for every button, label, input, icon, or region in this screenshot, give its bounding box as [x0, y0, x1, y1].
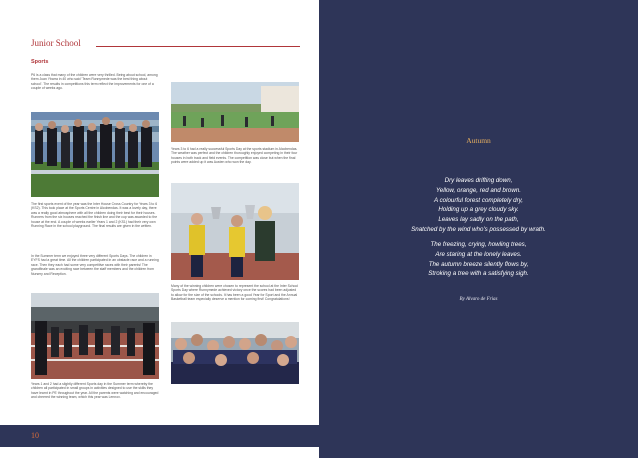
poem-title: Autumn — [466, 136, 491, 145]
photo-track-children — [31, 293, 159, 379]
photo-group-children — [171, 322, 299, 384]
poem-line: Dry leaves drifting down, — [444, 177, 513, 184]
poem-stanza-2 — [319, 240, 638, 279]
title-rule — [96, 46, 300, 47]
years-1-2-paragraph: Years 1 and 2 had a slightly different Sports day in the Summer term whereby the children all participated in small groups in activities designed to use the skills they have learnt in PE throughout the year. All the parents were watching and encouraged and cheered the winning team, which this year was Lennox. — [31, 382, 159, 400]
photo-sports-field — [171, 82, 299, 142]
poem-stanza-1 — [319, 176, 638, 235]
footer-bar — [0, 425, 319, 447]
page-number: 10 — [31, 431, 39, 440]
inter-school-caption: Many of the winning children were chosen to represent the school at the Inter School Sports Day where Runnymede achieved victory once the scores had been adjusted to allow for the size of the schools. It has been a good Year for Sport and the Annual Basketball team especially deserve a mention for coming first! Congratulations! — [171, 284, 299, 302]
poem-line: A colourful forest completely dry, — [433, 196, 524, 204]
sports-day-caption: Years 3 to 6 had a really successful Sports Day at the sports stadium in Alcobendas. The weather was perfect and the children thoroughly enjoyed competing in their four houses in both track and field events. The competition was close but when the final points were added up it was Austen who won the day. — [171, 147, 298, 165]
poem-line: Snatched by the wind who's possessed by wrath. — [411, 225, 546, 233]
intro-paragraph: P6 is a class that many of the children were very thrilled. Being about school, among them Juan Ybarra in 40 who said 'Team Runnymede was the best thing about school'. The results in competitions this term reflect the improvements for one of a couple of weeks ago. — [31, 73, 158, 91]
poem-line: The freezing, crying, howling trees, — [430, 241, 527, 248]
poem-line: Leaves lay sadly on the path, — [438, 216, 519, 224]
poem-line: Stroking a tree with a satisfying sigh. — [428, 270, 529, 278]
poem-line: Are staring at the lonely leaves. — [435, 250, 522, 258]
poem-line: Yellow, orange, red and brown. — [436, 186, 521, 194]
page-title: Junior School — [31, 38, 81, 48]
poem-line: Holding up a grey cloudy sky. — [438, 206, 519, 214]
summer-term-paragraph: In the Summer term we enjoyed three very different Sports Days. The children in EYFS had a great time. All the children participated in an obstacle race and a running race. Then they each had some very competitive races with their parents! The grandfinale was an exciting race between the staff members and the children from Nursery and Reception. — [31, 254, 159, 276]
cross-country-paragraph: The first sports event of the year was the Inter House Cross Country for Years 3 to 6 (KS2). This took place at the Sports Centre in Alcobendas. It was a lovely day, there was a really good atmosphere with all the children doing their best for their houses. Runners from the six houses reached the finish line and the cup was awarded to the house at the end. A couple of weeks earlier Years 1 and 2 (KS1) had their very own Running Race in the school playground. The final results are given in the written. — [31, 202, 158, 229]
poem-author: By Alvaro de Frias — [459, 297, 498, 302]
photo-sports-team — [31, 112, 159, 197]
photo-trophy-winners — [171, 183, 299, 280]
poem-line: The autumn breeze silently flows by, — [428, 260, 529, 268]
section-heading: Sports — [31, 59, 49, 65]
